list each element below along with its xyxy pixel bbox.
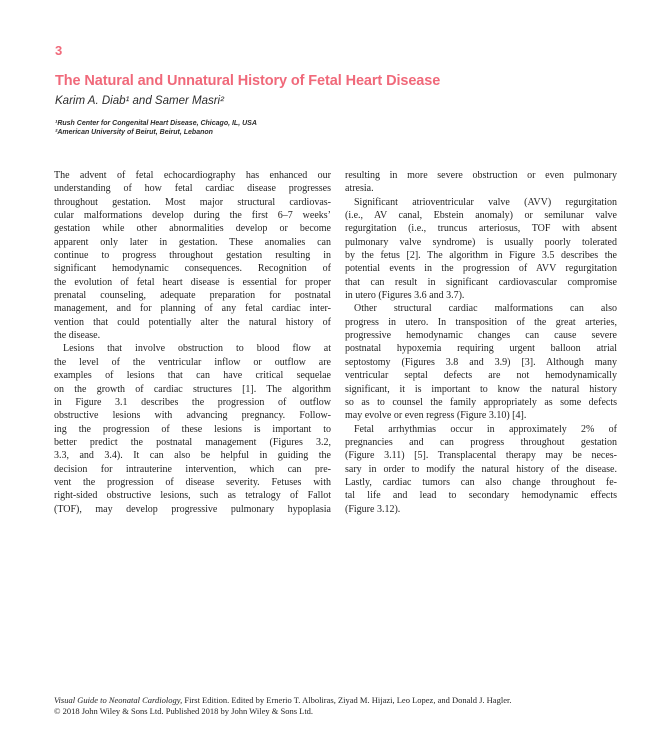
text-line: cular malformations develop during the first 6–7 weeks’: [54, 210, 331, 222]
text-line: that can result in significant cardiovascular compromise: [345, 276, 617, 288]
text-line: (i.e., AV canal, Ebstein anomaly) or semilunar valve: [345, 210, 617, 222]
text-line: ing the progression of these lesions is important to: [54, 423, 331, 435]
text-line: understanding of how fetal cardiac disease progresses: [54, 183, 331, 195]
text-line: the evolution of fetal heart disease is essential for proper: [54, 276, 331, 288]
text-line: progressive hemodynamic changes can cause severe: [345, 330, 617, 342]
text-line: atresia.: [345, 183, 374, 195]
text-line: vent the progression of disease severity. Fetuses with: [54, 476, 331, 488]
footer-line-1: [54, 695, 634, 706]
text-line: Fetal arrhythmias occur in approximately 2% of: [354, 423, 617, 435]
text-line: regurgitation (i.e., truncus arteriosus, TOF with absent: [345, 223, 617, 235]
footer-edition-text: First Edition. Edited by Ernerio T. Alboliras, Ziyad M. Hijazi, Leo Lopez, and Donald J. Hagler.: [182, 695, 512, 705]
text-line: on the growth of cardiac structures [1]. The algorithm: [54, 383, 331, 395]
text-line: Significant atrioventricular valve (AVV) regurgitation: [354, 196, 617, 208]
page-title: The Natural and Unnatural History of Fetal Heart Disease: [55, 73, 441, 89]
article-body: [54, 169, 617, 516]
text-line: the disease.: [54, 330, 101, 342]
text-line: Lastly, cardiac tumors can also change throughout fe-: [345, 476, 617, 488]
text-line: pregnancies and can progress throughout gestation: [345, 436, 617, 448]
text-column-2: [345, 169, 617, 516]
text-line: prenatal counseling, adequate preparation for postnatal: [54, 290, 331, 302]
affiliation-line-2: ²American University of Beirut, Beirut, Lebanon: [55, 129, 213, 137]
authors-line: Karim A. Diab¹ and Samer Masri²: [55, 95, 224, 107]
text-line: so as to counsel the family appropriately as some defects: [345, 396, 617, 408]
text-line: in Figure 3.1 describes the progression of outflow: [54, 396, 331, 408]
text-line: significant, it is important to know the natural history: [345, 383, 617, 395]
text-line: resulting in more severe obstruction or even pulmonary: [345, 170, 617, 181]
imprint-footer: [54, 695, 634, 717]
affiliations-block: [55, 119, 615, 138]
book-title: Visual Guide to Neonatal Cardiology,: [54, 695, 183, 705]
text-line: (TOF), may develop progressive pulmonary hypoplasia: [54, 503, 331, 515]
text-line: postnatal hypoxemia requiring urgent balloon atrial: [345, 343, 617, 355]
text-line: throughout gestation. Most major structural cardiovas-: [54, 196, 331, 208]
text-line: pulmonary valve syndrome) is usually poorly tolerated: [345, 236, 617, 248]
text-line: gestation while other abnormalities develop or become: [54, 223, 331, 235]
text-line: may evolve or even regress (Figure 3.10) [4].: [345, 410, 527, 422]
text-line: in utero (Figures 3.6 and 3.7).: [345, 290, 465, 302]
text-line: septostomy (Figures 3.8 and 3.9) [3]. Although many: [345, 356, 617, 368]
affiliation-line-1: ¹Rush Center for Congenital Heart Disease, Chicago, IL, USA: [55, 120, 257, 127]
text-line: The advent of fetal echocardiography has enhanced our: [54, 170, 331, 181]
text-line: obstructive lesions with advancing pregnancy. Follow-: [54, 410, 331, 422]
text-line: better predict the postnatal management (Figures 3.2,: [54, 436, 331, 448]
text-line: progress in utero. In transposition of the great arteries,: [345, 316, 617, 328]
text-line: by the fetus [2]. The algorithm in Figure 3.5 describes the: [345, 250, 617, 262]
text-line: (Figure 3.11) [5]. Transplacental therapy may be neces-: [345, 450, 617, 462]
text-line: Lesions that involve obstruction to blood flow at: [63, 343, 331, 355]
text-line: significant hemodynamic consequences. Recognition of: [54, 263, 331, 275]
text-line: the level of the ventricular inflow or outflow are: [54, 356, 331, 368]
text-line: Other structural cardiac malformations can also: [354, 303, 617, 315]
footer-line-2: © 2018 John Wiley & Sons Ltd. Published 2018 by John Wiley & Sons Ltd.: [54, 706, 314, 716]
text-line: potential events in the progression of AVV regurgitation: [345, 263, 617, 275]
text-line: sary in order to modify the natural history of the disease.: [345, 463, 617, 475]
text-line: apparent only later in gestation. These anomalies can: [54, 236, 331, 248]
text-line: vention that could potentially alter the natural history of: [54, 316, 331, 328]
text-line: 3.3, and 3.4). It can also be helpful in guiding the: [54, 450, 331, 462]
text-line: right-sided obstructive lesions, such as tetralogy of Fallot: [54, 490, 331, 502]
text-line: management, and for planning of any fetal cardiac inter-: [54, 303, 331, 315]
text-line: decision for intrauterine intervention, which can pre-: [54, 463, 331, 475]
text-line: examples of lesions that can have critical sequelae: [54, 370, 331, 382]
text-line: ventricular septal defects are not hemodynamically: [345, 370, 617, 382]
text-line: tal life and lead to secondary hemodynamic effects: [345, 490, 617, 502]
text-column-1: [54, 169, 331, 516]
text-line: (Figure 3.12).: [345, 503, 401, 515]
chapter-number: 3: [55, 43, 63, 58]
text-line: continue to progress throughout gestation resulting in: [54, 250, 331, 262]
